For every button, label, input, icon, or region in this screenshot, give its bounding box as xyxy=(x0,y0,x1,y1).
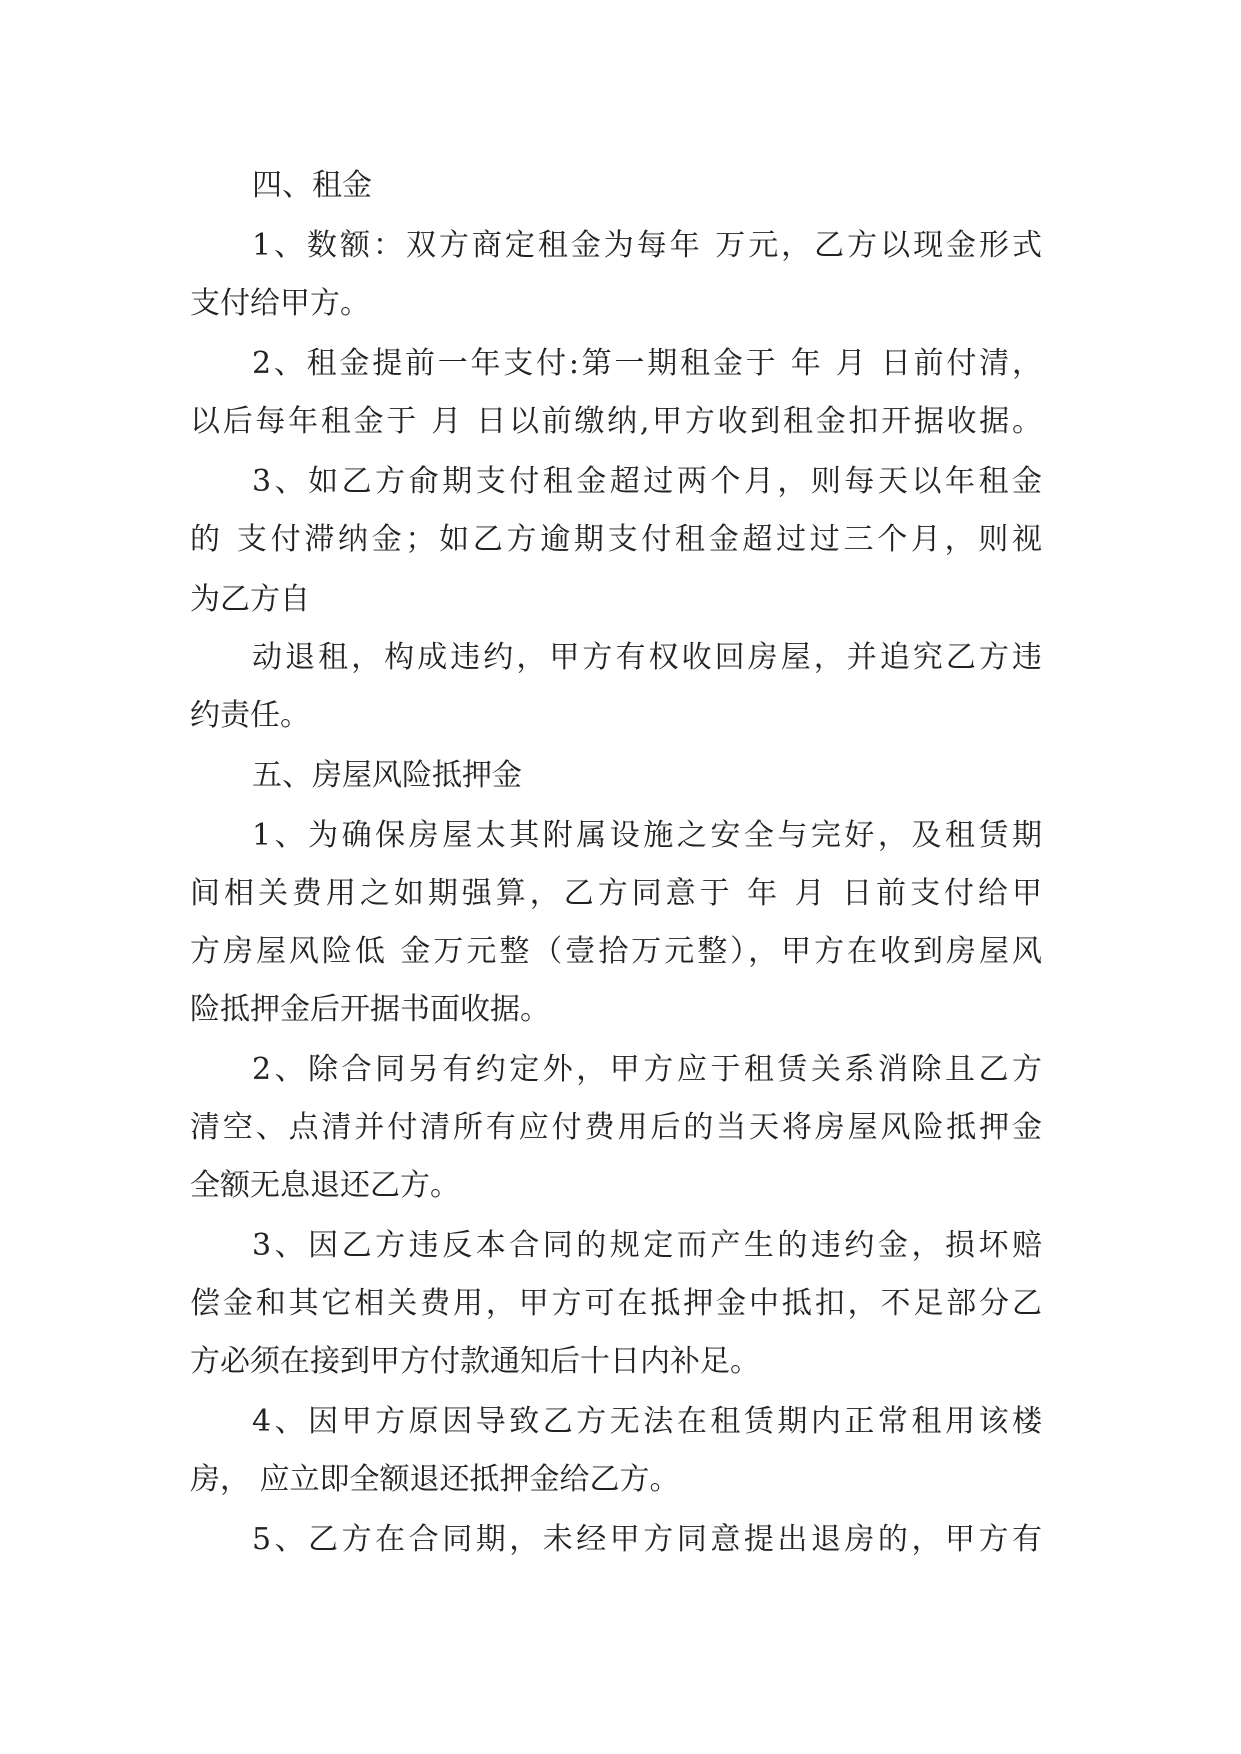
paragraph-line: 的 支付滞纳金；如乙方逾期支付租金超过过三个月，则视 xyxy=(190,522,1042,557)
paragraph-line: 动退租，构成违约，甲方有权收回房屋，并追究乙方违 xyxy=(252,640,1042,675)
paragraph-line: 3、如乙方俞期支付租金超过两个月，则每天以年租金 xyxy=(252,464,1042,499)
paragraph-line: 房， 应立即全额退还抵押金给乙方。 xyxy=(190,1462,680,1497)
paragraph-line: 1、为确保房屋太其附属设施之安全与完好，及租赁期 xyxy=(252,818,1042,853)
paragraph-line: 清空、点清并付清所有应付费用后的当天将房屋风险抵押金 xyxy=(190,1110,1042,1145)
paragraph-line: 间相关费用之如期强算，乙方同意于 年 月 日前支付给甲 xyxy=(190,876,1042,911)
paragraph-line: 以后每年租金于 月 日以前缴纳,甲方收到租金扣开据收据。 xyxy=(190,404,1042,439)
paragraph-line: 5、乙方在合同期，未经甲方同意提出退房的，甲方有 xyxy=(252,1522,1042,1557)
paragraph-line: 4、因甲方原因导致乙方无法在租赁期内正常租用该楼 xyxy=(252,1404,1042,1439)
section-heading-rent: 四、租金 xyxy=(252,168,372,203)
paragraph-line: 偿金和其它相关费用，甲方可在抵押金中抵扣，不足部分乙 xyxy=(190,1286,1042,1321)
section-heading-deposit: 五、房屋风险抵押金 xyxy=(252,758,522,793)
paragraph-line: 约责任。 xyxy=(190,698,310,733)
paragraph-line: 2、租金提前一年支付:第一期租金于 年 月 日前付清， xyxy=(252,346,1042,381)
paragraph-line: 险抵押金后开据书面收据。 xyxy=(190,992,550,1027)
paragraph-line: 方必须在接到甲方付款通知后十日内补足。 xyxy=(190,1344,760,1379)
paragraph-line: 1、数额：双方商定租金为每年 万元，乙方以现金形式 xyxy=(252,228,1042,263)
paragraph-line: 为乙方自 xyxy=(190,582,310,617)
paragraph-line: 2、除合同另有约定外，甲方应于租赁关系消除且乙方 xyxy=(252,1052,1042,1087)
paragraph-line: 全额无息退还乙方。 xyxy=(190,1168,460,1203)
paragraph-line: 方房屋风险低 金万元整（壹拾万元整），甲方在收到房屋风 xyxy=(190,934,1042,969)
paragraph-line: 支付给甲方。 xyxy=(190,286,370,321)
paragraph-line: 3、因乙方违反本合同的规定而产生的违约金，损坏赔 xyxy=(252,1228,1042,1263)
